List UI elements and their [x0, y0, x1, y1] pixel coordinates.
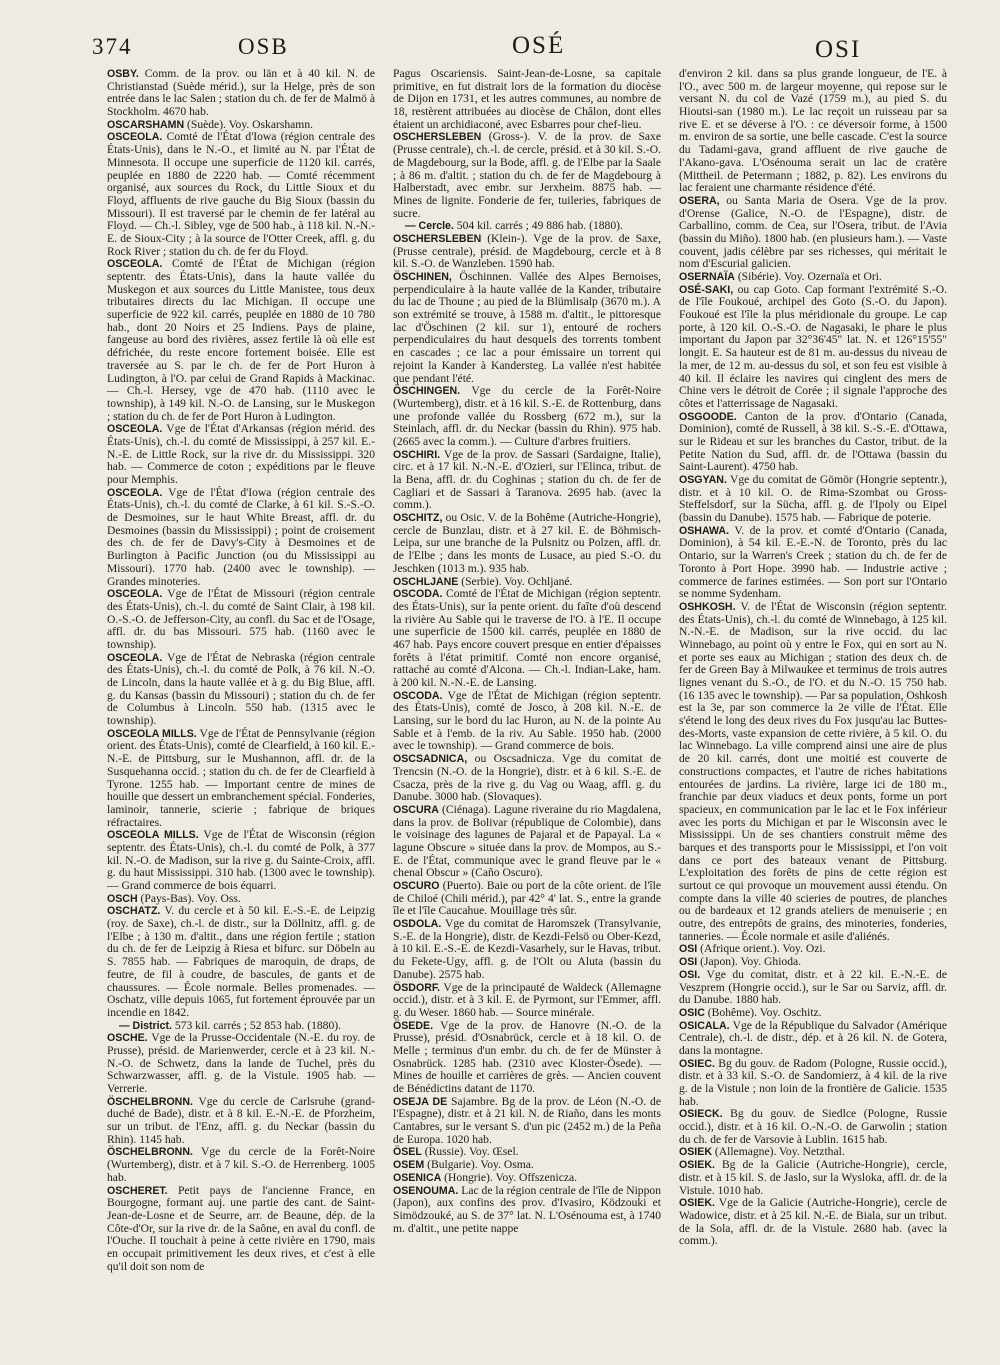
entry-text: Vge du cercle de la Forêt-Noire (Wurtemberg), distr. et à 16 kil. S.-E. de Rottenburg, dans une profonde vallée du Rossberg (672 m.), sur la Steinlach, affl. dr. du Neckar (bassin du Rhin). 975 hab. (2665 avec la comm.). — Culture d'arbres fruitiers. [393, 384, 661, 448]
dictionary-entry [679, 195, 947, 271]
entry-text: Vge de la République du Salvador (Amérique Centrale), ch.-l. de distr., dép. et à 26 kil. N. de Gotera, dans la montagne. [679, 1018, 947, 1057]
column-3 [679, 68, 947, 1248]
column-2 [393, 68, 661, 1235]
dictionary-entry [393, 880, 661, 918]
dictionary-entry [107, 728, 375, 830]
entry-headword: OSICALA. [679, 1019, 730, 1032]
entry-headword: OSCARSHAMN [107, 118, 185, 131]
dictionary-entry [107, 1032, 375, 1095]
entry-text: Bg du gouv. de Radom (Pologne, Russie occid.), distr. et à 33 kil. S.-O. de Sandomierz, à 4 kil. de la rive g. de la Vistule ; non loin de la frontière de Galicie. 1535 hab. [679, 1056, 947, 1108]
dictionary-entry [393, 982, 661, 1020]
dictionary-entry [393, 233, 661, 271]
dictionary-entry [107, 1146, 375, 1184]
entry-headword: OSCHERET. [107, 1184, 168, 1197]
entry-headword: OSCHERSLEBEN [393, 131, 482, 144]
entry-text: V. de la prov. et comté d'Ontario (Canada, Dominion), à 54 kil. E.-E.-N. de Toronto, près du lac Ontario, sur la Warren's Creek ; station du ch. de fer de Toronto à Port Hope. 3990 hab. — Industrie active ; commerce de farines estimées. — Son port sur l'Ontario se nomme Sydenham. [679, 523, 947, 601]
entry-text: Vge de l'État de Pennsylvanie (région orient. des États-Unis), comté de Clearfield, à 160 kil. E.-N.-E. de Pittsburg, sur le Mushannon, affl. dr. de la Susquehanna occid. ; station du ch. de fer de Clearfield à Tyrone. 1255 hab. — Important centre de mines de houille que dessert un embranchement spécial. Fonderies, laminoir, tannerie, scierie ; fabrique de briques réfractaires. [107, 726, 375, 829]
entry-text: (Sibérie). Voy. Ozernaïa et Ori. [734, 270, 882, 283]
page-number: 374 [92, 34, 133, 59]
entry-headword: OSCHERSLEBEN [393, 232, 482, 245]
entry-headword: OSIEK [679, 1146, 712, 1159]
entry-headword: OSCURO [393, 880, 440, 892]
entry-headword: OSCH [107, 892, 138, 905]
dictionary-entry [393, 804, 661, 880]
entry-text: Bg du gouv. de Siedlce (Pologne, Russie occid.), distr. et à 16 kil. O.-N.-O. de Garwolin ; station du ch. de fer de Varsovie à Lublin. 1615 hab. [679, 1107, 947, 1146]
entry-headword: ÖSCHINGEN. [393, 385, 461, 398]
entry-text: ou Oscsadnicza. Vge du comitat de Trencsin (N.-O. de la Hongrie), distr. et à 6 kil. S.-E. de Csacza, près de la rive g. du Vag ou Waag, affl. g. du Danube. 3000 hab. (Slovaques). [393, 752, 661, 804]
entry-text: (Allemagne). Voy. Netzthal. [711, 1145, 845, 1159]
dictionary-entry [679, 1020, 947, 1058]
entry-text: V. du cercle et à 50 kil. E.-S.-E. de Leipzig (roy. de Saxe), ch.-l. de distr., sur la Döllnitz, affl. g. de l'Elbe ; à 130 m. d'altit., dans une région fertile ; station du ch. de fer de Leipzig à Riesa et bifurc. sur Döbeln au S. 7855 hab. — Fabriques de maroquin, de draps, de feutre, de fil à coudre, de bascules, de gants et de chaussures. — École normale. Belles promenades. — Oschatz, ville depuis 1065, fut fortement éprouvée par un incendie en 1842. [107, 904, 375, 1019]
dictionary-entry [679, 1197, 947, 1248]
dictionary-entry [679, 68, 947, 195]
entry-headword: OSIC [679, 1006, 705, 1019]
entry-headword: ÖSCHELBRONN. [107, 1095, 193, 1108]
dictionary-entry [107, 258, 375, 423]
entry-text: Öschinnen. Vallée des Alpes Bernoises, perpendiculaire à la haute vallée de la Kander, tributaire du lac de Thoune ; au pied de la Blümlisalp (3670 m.). A son extrémité se trouve, à 1588 m. d'altit., le pittoresque lac d'Öschinen (2 kil. sur 1), entouré de rochers perpendiculaires du haut desquels des torrents tombent en cascades ; ce lac a pour émissaire un torrent qui rejoint la Kander à Kandersteg. La vallée n'est habitée que pendant l'été. [393, 270, 661, 385]
entry-text: V. de l'État de Wisconsin (région septentr. des États-Unis), ch.-l. du comté de Winnebago, à 125 kil. N.-N.-E. de Madison, sur la rive occid. du lac Winnebago, au point où y entre le Fox, qui en sort au N. et porte ses eaux au Michigan ; station des deux ch. de fer de Green Bay à Milwaukee et terminus de trois autres lignes venant du S.-O., de l'O. et du N.-O. 15 750 hab. (16 135 avec le township). — Par sa population, Oshkosh est la 3e, par son commerce la 2e ville de l'État. Elle s'étend le long des deux rives du Fox jusqu'au lac Buttes-des-Morts, vaste expansion de cette rivière, à 5 kil. O. du lac Winnebago. La ville comprend ainsi une aire de plus de 20 kil. carrés, dont une moitié est couverte de constructions compactes, et l'autre de riches habitations entourées de jardins. La rivière, large ici de 180 m., franchie par deux viaducs et deux ponts, forme un port spacieux, en communication par le lac et le Fox inférieur avec les ports du Michigan et par le Wisconsin avec le Mississippi. Un de ses chantiers construit même des barques et des transports pour le Mississippi, et l'on voit dans ce port des bateaux venant de Pittsburg. L'exploitation des forêts de pins de cette région est surtout ce qui provoque un mouvement aussi étendu. On compte dans la ville 40 scieries de poutres, de planches ou de bardeaux et 12 grands ateliers de menuiserie ; en outre, des entrepôts de grains, des minoteries, fonderies, tanneries. — École normale et asile d'aliénés. [679, 599, 947, 943]
entry-headword: OSIEC. [679, 1057, 715, 1070]
entry-text: (Klein-). Vge de la prov. de Saxe, (Prusse centrale), présid. de Magdebourg, cercle et à 8 kil. S.-O. de Wanzleben. 1590 hab. [393, 231, 661, 271]
entry-headword: OSGYAN. [679, 474, 727, 486]
entry-text: ou cap Goto. Cap formant l'extrémité S.-O. de l'île Foukoué, archipel des Goto (S.-O. du Japon). Foukoué est l'île la plus méridionale du groupe. Le cap porte, à 120 kil. O.-S.-O. de Nagasaki, le phare le plus important du Japon par 32°36'45" lat. N. et 126°15'55" longit. E. Sa hauteur est de 81 m. au-dessus du niveau de la mer, de 12 m. au-dessus du sol, et son feu est visible à 40 kil. Il éclaire les navires qui cinglent des mers de Chine vers le détroit de Corée ; il signale l'approche des côtes et l'atterrissage de Nagasaki. [679, 282, 947, 410]
entry-text: (Bulgarie). Voy. Osma. [424, 1158, 534, 1172]
entry-text: Vge de la Prusse-Occidentale (N.-E. du roy. de Prusse), présid. de Marienwerder, cercle et à 23 kil. N.-N.-O. de Schwetz, dans la lande de Tuchel, près du Schwarzwasser, affl. g. de la Vistule. 1905 hab. — Verrerie. [107, 1031, 375, 1095]
dictionary-entry [393, 271, 661, 385]
entry-text: Pagus Oscariensis. Saint-Jean-de-Losne, sa capitale primitive, en fut distrait lors de la formation du diocèse de Dijon en 1731, et les autres communes, au nombre de 18, restèrent attribuées au diocèse de Châlon, dont elles étaient un archidiaconé, avec Esbarres pour chef-lieu. [393, 67, 661, 131]
entry-headword: OSBY. [107, 68, 139, 80]
entry-text: ou Santa Maria de Osera. Vge de la prov. d'Orense (Galice, N.-O. de l'Espagne), distr. de Carballino, comm. de Cea, sur l'Osera, tribut. de l'Avia (bassin du Miño). 1800 hab. (en plusieurs ham.). — Vaste couvent, jadis célèbre par ses richesses, qui méritait le nom d'Escurial galicien. [679, 193, 948, 271]
entry-headword: OSHAWA. [679, 524, 730, 537]
entry-text: Canton de la prov. d'Ontario (Canada, Dominion), comté de Russell, à 38 kil. S.-S.-E. d'Ottawa, sur le Rideau et sur les branches du Castor, tribut. de la Petite Nation du Sud, affl. dr. de l'Ottawa (bassin du Saint-Laurent). 4750 hab. [679, 409, 947, 474]
entry-headword: OSCEOLA. [107, 651, 163, 664]
dictionary-entry [393, 1020, 661, 1096]
entry-headword: OSCHE. [107, 1032, 148, 1045]
entry-text: (Gross-). V. de la prov. de Saxe (Prusse centrale), ch.-l. de cercle, présid. et à 30 kil. S.-O. de Magdebourg, sur la Bode, affl. g. de l'Elbe par la Saale ; à 86 m. d'altit. ; station du ch. de fer de Magdebourg à Halberstadt, avec embr. sur Jerxheim. 8875 hab. — Mines de lignite. Fonderie de fer, tuileries, fabriques de sucre. [393, 130, 661, 220]
entry-text: Vge du cercle de la Forêt-Noire (Wurtemberg), distr. et à 7 kil. S.-O. de Herrenberg. 1005 hab. [107, 1145, 375, 1184]
entry-text: (Japon). Voy. Ghioda. [697, 955, 802, 969]
entry-text: Vge de l'État de Missouri (région centrale des États-Unis), ch.-l. du comté de Saint Clair, à 198 kil. O.-S.-O. de Jefferson-City, au confl. du Sac et de l'Osage, affl. dr. du bas Missouri. 575 hab. (1160 avec le township). [107, 587, 375, 651]
entry-headword: ÖSEDE. [393, 1019, 434, 1032]
entry-text: (Puerto). Baie ou port de la côte orient. de l'île de Chiloé (Chili mérid.), par 42° 4' lat. S., entre la grande île et l'île Caucahue. Mouillage très sûr. [393, 879, 661, 918]
entry-headword: ÖSCHELBRONN. [107, 1146, 193, 1159]
entry-headword: OSCHIRI. [393, 448, 441, 461]
entry-headword: OSENICA [393, 1171, 442, 1184]
running-head-right: OSI [815, 36, 862, 63]
dictionary-entry [393, 690, 661, 753]
entry-text: Vge du comitat de Gömör (Hongrie septentr.), distr. et à 10 kil. O. de Rima-Szombat ou Gross-Steffelsdorf, sur la Sücha, affl. g. de l'Ipoly ou Eipel (bassin du Danube). 1575 hab. — Fabrique de poterie. [679, 473, 947, 525]
entry-text: (Afrique orient.). Voy. Ozi. [697, 942, 826, 956]
dictionary-entry [393, 753, 661, 804]
entry-text: 504 kil. carrés ; 49 886 hab. (1880). [453, 219, 623, 233]
entry-headword: OSCHATZ. [107, 905, 161, 918]
entry-text: Vge de l'État de Wisconsin (région septentr. des États-Unis), ch.-l. du comté de Polk, à 377 kil. N.-O. de Madison, sur la rive g. du Sainte-Croix, affl. g. du haut Mississippi. 310 hab. (1300 avec le township). — Grand commerce de bois équarri. [107, 828, 375, 892]
entry-text: Vge de l'État d'Arkansas (région mérid. des États-Unis), ch.-l. du comté de Mississippi, à 257 kil. E.-N.-E. de Little Rock, sur la rive dr. du Mississippi. 320 hab. — Commerce de coton ; expéditions par le fleuve pour Memphis. [107, 422, 375, 486]
entry-text: Vge du comitat, distr. et à 22 kil. E.-N.-E. de Veszprem (Hongrie occid.), sur le Sar ou Sarviz, affl. dr. du Danube. 1880 hab. [679, 967, 947, 1007]
dictionary-entry [679, 1159, 947, 1197]
entry-headword: OSEJA DE [393, 1095, 448, 1108]
entry-headword: OSCODA. [393, 588, 443, 601]
entry-headword: OSCEOLA MILLS. [107, 727, 197, 740]
entry-text: Vge de l'État de Michigan (région septentr. des États-Unis), comté de Josco, à 208 kil. N.-E. de Lansing, sur le bord du lac Huron, au N. de la pointe Au Sable et à l'emb. de la riv. Au Sable. 1950 hab. (2000 avec le township). — Grand commerce de bois. [393, 688, 661, 753]
entry-headword: OSCEOLA MILLS. [107, 829, 199, 842]
entry-text: Vge de l'État d'Iowa (région centrale des États-Unis), ch.-l. du comté de Clarke, à 61 kil. S.-S.-O. de Desmoines, sur le haut White Breast, affl. dr. du Desmoines (bassin du Mississippi) ; point de croisement des ch. de fer de Davy's-City à Desmoines et de Burlington à Pacific Junction (ou du Mississippi au Missouri). 1770 hab. (2400 avec le township). — Grandes minoteries. [107, 485, 375, 588]
entry-text: Comm. de la prov. ou län et à 40 kil. N. de Christianstad (Suède mérid.), sur la Helge, près de son entrée dans le lac Salen ; station du ch. de fer de Malmö à Stockholm. 4670 hab. [107, 67, 375, 119]
entry-headword: OSCEOLA. [107, 423, 163, 436]
entry-text: Bg de la Galicie (Autriche-Hongrie), cercle, distr. et à 15 kil. S. de Jaslo, sur la Wysloka, affl. dr. de la Vistule. 1010 hab. [679, 1158, 947, 1197]
entry-headword: OSCODA. [393, 689, 443, 702]
entry-headword: OSCEOLA. [107, 258, 163, 271]
dictionary-entry [107, 487, 375, 589]
entry-headword: OSDOLA. [393, 918, 442, 931]
entry-headword: OSCSADNICA, [393, 753, 468, 766]
entry-headword: OSCEOLA. [107, 588, 163, 601]
entry-headword: OSCURA [393, 803, 439, 816]
entry-text: (Hongrie). Voy. Offszenicza. [441, 1170, 578, 1184]
dictionary-entry [679, 1058, 947, 1109]
entry-text: Vge du cercle de Carlsruhe (grand-duché de Bade), distr. et à 8 kil. E.-N.-E. de Pforzheim, sur un tribut. de l'Enz, affl. g. du Neckar (bassin du Rhin). 1145 hab. [107, 1094, 375, 1146]
entry-text: (Pays-Bas). Voy. Oss. [137, 891, 241, 905]
entry-headword: OSEM [393, 1159, 425, 1172]
dictionary-entry [393, 385, 661, 448]
dictionary-entry [393, 131, 661, 220]
dictionary-entry [393, 1185, 661, 1236]
column-1 [107, 68, 375, 1273]
running-head-left: OSB [238, 34, 289, 59]
entry-text: d'environ 2 kil. dans sa plus grande longueur, de l'E. à l'O., avec 500 m. de largeur moyenne, qui repose sur le versant N. du col de Vazé (1759 m.), au pied S. du Hioutsi-san (1980 m.). Le lac reçoit un ruisseau par sa rive E. et se déverse à l'O. : ce déversoir forme, à 1500 m. environ de sa sortie, une belle cascade. C'est la source du Tadami-gava, grand affluent de rive gauche de l'Akano-gava. L'Osénouma serait un lac de cratère (Mittheil. de Petermann ; 1882, p. 82). Les environs du lac feraient une charmante résidence d'été. [679, 67, 947, 195]
dictionary-entry [393, 1096, 661, 1147]
dictionary-entry [107, 905, 375, 1019]
entry-headword: ÖSDORF. [393, 981, 441, 994]
entry-text: Vge de la principauté de Waldeck (Allemagne occid.), distr. et à 3 kil. E. de Pyrmont, sur l'Emmer, affl. g. du Weser. 1860 hab. — Source minérale. [393, 980, 661, 1019]
dictionary-entry [393, 918, 661, 981]
dictionary-entry [679, 969, 947, 1007]
dictionary-entry [679, 525, 947, 601]
entry-headword: OSCHITZ, [393, 512, 443, 525]
entry-headword: OSHKOSH. [679, 600, 736, 613]
dictionary-entry [107, 652, 375, 728]
dictionary-entry [679, 411, 947, 474]
entry-text: Comté de l'État de Michigan (région septentr. des États-Unis), sur la pente orient. du faîte d'où descend la rivière Au Sable qui le traverse de l'O. à l'E. Il occupe une superficie de 1500 kil. carrés, peuplée en 1880 de 467 hab. Pays encore couvert presque en entier d'épaisses forêts à l'état primitif. Comté non encore organisé, rattaché au comté d'Alcona. — Ch.-l. Indian-Lake, ham. à 200 kil. N.-N.-E. de Lansing. [393, 587, 661, 689]
entry-text: (Serbie). Voy. Ochljané. [458, 574, 573, 588]
dictionary-entry [679, 601, 947, 944]
entry-text: Petit pays de l'ancienne France, en Bourgogne, formant auj. une partie des cant. de Saint-Jean-de-Losne et de Seurre, arr. de Beaune, dép. de la Côte-d'Or, sur la rive dr. de la Saône, en aval du confl. de l'Ouche. Il touchait à peine à cette rivière en 1790, mais en occupait primitivement les deux rives, et c'est à elle qu'il doit son nom de [107, 1183, 375, 1273]
entry-text: Vge de la prov. de Sassari (Sardaigne, Italie), circ. et à 17 kil. N.-N.-E. d'Ozieri, sur l'Elinca, tribut. de la Bena, affl. dr. du Coghinas ; station du ch. de fer de Cagliari et de Sassari à Taranova. 2695 hab. (avec la comm.). [393, 447, 661, 512]
dictionary-entry [679, 474, 947, 525]
entry-text: Vge de la prov. de Hanovre (N.-O. de la Prusse), présid. d'Osnabrück, cercle et à 18 kil. O. de Melle ; terminus d'un embr. du ch. de fer de Münster à Osnabrück. 1285 hab. (2310 avec Kloster-Ösede). — Mines de houille et carrières de grès. — Ancien couvent de Bénédictins datant de 1170. [393, 1018, 661, 1095]
entry-text: Vge de l'État de Nebraska (région centrale des États-Unis), ch.-l. du comté de Polk, à 76 kil. N.-O. de Lincoln, dans la haute vallée et à g. du Big Blue, affl. g. du Kansas (bassin du Missouri) ; station du ch. de fer de Columbus à Lincoln. 550 hab. (1315 avec le township). [107, 650, 375, 728]
dictionary-entry [107, 1185, 375, 1274]
dictionary-entry [393, 449, 661, 512]
entry-headword: ÖSCHINEN, [393, 271, 452, 283]
entry-headword: OSÉ-SAKI, [679, 283, 734, 296]
entry-text: (Ciénaga). Lagune riveraine du rio Magdalena, dans la prov. de Bolivar (république de Colombie), dans le voisinage des lagunes de Pajaral et de Papayal. La « lagune Obscure » située dans la prov. de Mompos, au S.-E. de l'État, communique avec le grand fleuve par le « chenal Obscur » (Caño Oscuro). [393, 802, 661, 880]
entry-text: ou Osic. V. de la Bohême (Autriche-Hongrie), cercle de Bunzlau, distr. et à 27 kil. E. de Böhmisch-Leipa, sur une branche de la Pulsnitz ou Polzen, affl. dr. de l'Elbe ; dans les monts de Lusace, au pied S.-O. du Jeschken (1013 m.). 935 hab. [393, 511, 661, 575]
entry-headword: OSCEOLA. [107, 131, 163, 144]
entry-text: 573 kil. carrés ; 52 853 hab. (1880). [171, 1018, 342, 1032]
running-head-center: OSÉ [512, 32, 566, 59]
entry-headword: OSCEOLA. [107, 486, 163, 499]
entry-headword: OSERNAÏA [679, 271, 735, 283]
entry-text: Vge de la Galicie (Autriche-Hongrie), cercle de Wadowice, distr. et à 25 kil. N.-E. de Biala, sur un tribut. de la Sola, affl. dr. de la Vistule. 2680 hab. (avec la comm.). [679, 1196, 947, 1248]
dictionary-entry [107, 131, 375, 258]
entry-text: (Suède). Voy. Oskarshamn. [184, 117, 314, 131]
entry-headword: OSIECK. [679, 1108, 723, 1121]
entry-headword: — District. [119, 1019, 172, 1032]
entry-headword: OSI [679, 943, 698, 956]
entry-text: Comté de l'État d'Iowa (région centrale des États-Unis), dans le N.-O., et limité au N. par l'État de Minnesota. Il occupe une superficie de 1120 kil. carrés, peuplée en 1880 de 2220 hab. — Comté récemment organisé, aux sources du Rock, du Little Sioux et du Floyd, affluents de rive gauche du Big Sioux (bassin du Missouri). Il est traversé par le chemin de fer latéral au Floyd. — Ch.-l. Sibley, vge de 500 hab., à 118 kil. N.-N.-E. de Sioux-City ; à la source de l'Otter Creek, affl. g. du Rock River ; station du ch. de fer du Floyd. [107, 130, 375, 258]
entry-headword: OSI. [679, 968, 701, 981]
dictionary-entry [393, 68, 661, 131]
dictionary-entry [107, 588, 375, 651]
entry-headword: OSENOUMA. [393, 1184, 459, 1197]
dictionary-entry [107, 829, 375, 892]
dictionary-entry [393, 588, 661, 690]
dictionary-entry [107, 68, 375, 119]
entry-text: Sajambre. Bg de la prov. de Léon (N.-O. de l'Espagne), distr. et à 21 kil. N. de Riaño, dans les monts Cantabres, sur le versant S. d'un pic (2452 m.) de la Peña de Europa. 1020 hab. [393, 1094, 661, 1146]
entry-headword: — Cercle. [405, 220, 454, 233]
entry-text: Comté de l'État de Michigan (région septentr. des États-Unis), dans la haute vallée du Muskegon et aux sources du Little Manistee, tous deux tributaires directs du lac Michigan. Il occupe une superficie de 922 kil. carrés, peuplée en 1880 de 10 780 hab., dont 20 Noirs et 25 Indiens. Pays de plaine, fangeuse au bord des rivières, assez fertile là où elle est défrichée, du reste encore fortement boisée. Elle est traversée au S. par le ch. de fer de Port Huron à Ludington, à l'O. par celui de Grand Rapids à Mackinac. — Ch.-l. Hersey, vge de 470 hab. (1110 avec le township), à 149 kil. N.-O. de Lansing, sur le Muskegon ; station du ch. de fer de Port Huron à Ludington. [107, 257, 375, 423]
entry-headword: OSIEK. [679, 1159, 715, 1172]
entry-text: (Bohême). Voy. Oschitz. [704, 1005, 822, 1019]
entry-text: Lac de la région centrale de l'île de Nippon (Japon), aux confins des prov. d'Ivasiro, Ködzouki et Simödzouké, au S. de 37° lat. N. L'Osénouma est, à 1740 m. d'altit., une petite nappe [393, 1183, 661, 1235]
dictionary-entry [679, 284, 947, 411]
entry-headword: OSGOODE. [679, 410, 737, 423]
entry-headword: OSIEK. [679, 1197, 715, 1210]
entry-headword: OSERA, [679, 194, 720, 207]
dictionary-entry [679, 1108, 947, 1146]
dictionary-entry [393, 512, 661, 575]
entry-text: (Russie). Voy. Œsel. [421, 1145, 519, 1159]
dictionary-entry [107, 423, 375, 486]
dictionary-entry [107, 1096, 375, 1147]
entry-headword: OSCHLJANE [393, 575, 459, 588]
entry-headword: ÖSEL [393, 1146, 422, 1159]
entry-headword: OSI [679, 956, 698, 969]
entry-text: Vge du comitat de Haromszek (Transylvanie, S.-E. de la Hongrie), distr. de Kezdi-Felsö ou Ober-Kezd, à 10 kil. E.-S.-E. de Kezdi-Vasarhely, sur le Havas, tribut. du Fekete-Ugy, affl. g. de l'Olt ou Aluta (bassin du Danube). 2575 hab. [393, 917, 661, 981]
